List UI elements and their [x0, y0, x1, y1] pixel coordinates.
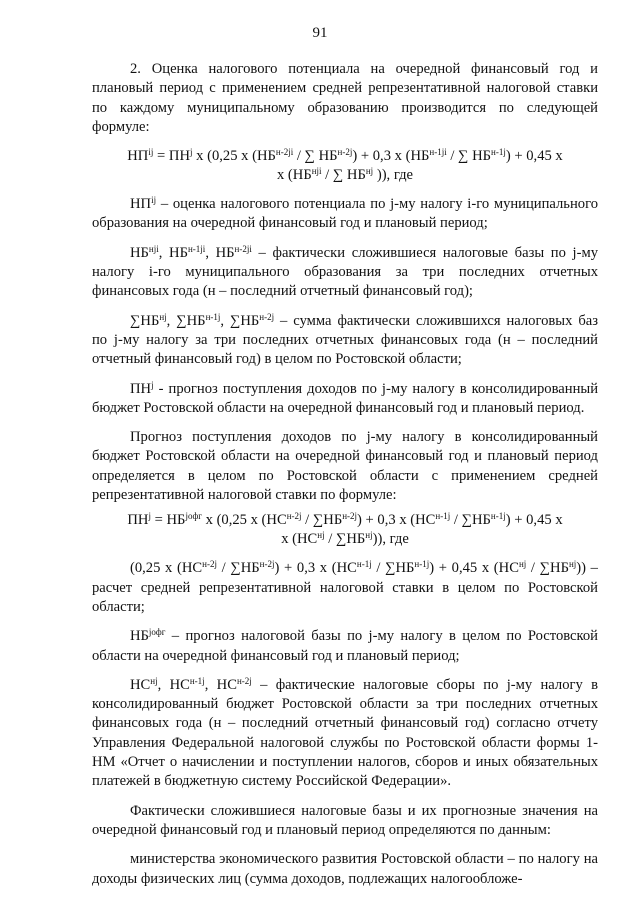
definition-nbofg: $НБ^{jофг}$ – прогноз налоговой базы по j-му налогу в целом по Ростовской области на очередной финансовый год и плановый период; [92, 627, 598, 664]
formula-tax-potential [92, 147, 598, 185]
paragraph-ministry: министерства экономического развития Ростовской области – по налогу на доходы физических лиц (сумма доходов, подлежащих налогообложе- [92, 851, 598, 887]
formula-forecast-line-1: $ПН^j = НБ^{jофг}$ х (0,25 х $(НС^{н-2j} / \sum НБ^{н-2j}) + 0,3$ х $(НС^{н-1j} / \sum НБ^{н-1j}) + 0,45$ х [127, 511, 563, 529]
formula-forecast-line-2: х $(НС^{нj} / \sum НБ^{нj})$), где [281, 530, 409, 548]
formula-forecast [92, 511, 598, 549]
paragraph-data-sources: Фактически сложившиеся налоговые базы и их прогнозные значения на очередной финансовый год и плановый период определяются по данным: [92, 802, 598, 838]
definition-pn: $ПН^j$ - прогноз поступления доходов по j-му налогу в консолидированный бюджет Ростовской области на очередной финансовый год и плановый период. [92, 379, 598, 416]
definition-np: $НП^{ij}$ – оценка налогового потенциала по j-му налогу i-го муниципального образования на очередной финансовый год и плановый период; [92, 195, 598, 232]
formula-line-1: $НП^{ij} = ПН^j$ х (0,25 х ($НБ^{н-2ji}$ / ∑ $НБ^{н-2j}) + 0,3$ х ($НБ^{н-1ji}$ / ∑ $НБ^{н-1j}) + 0,45$ х [127, 147, 563, 165]
document-body [92, 60, 598, 899]
formula-line-2: х ($НБ^{нji}$ / ∑ $НБ^{нj}$ )), где [276, 166, 414, 184]
page-number: 91 [312, 25, 328, 41]
definition-nb: $НБ^{нji}$, $НБ^{н-1ji}$, $НБ^{н-2ji}$ – фактически сложившиеся налоговые базы по j-му налогу i-го муниципального образования за три последних отчетных финансовых года (н – последний отчетный финансовый год); [92, 243, 599, 300]
paragraph-intro: 2. Оценка налогового потенциала на очередной финансовый год и плановый период с применением средней репрезентативной налоговой ставки по каждому муниципальному образованию производится по следующей формуле: [92, 61, 598, 135]
definition-sum-nb: $\sum НБ^{нj}$, $\sum НБ^{н-1j}$, $\sum НБ^{н-2j}$ – сумма фактически сложившихся налоговых баз по j-му налогу за три последних отчетных финансовых года (н – последний отчетный финансовый год) в целом по Ростовской области; [92, 311, 598, 368]
paragraph-forecast: Прогноз поступления доходов по j-му налогу в консолидированный бюджет Ростовской области на очередной финансовый год и плановый период определяется в целом по Ростовской области с применением средней репрезентативной налоговой ставки по формуле: [92, 429, 598, 504]
definition-ns: $НС^{нj}$, $НС^{н-1j}$, $НС^{н-2j}$ – фактические налоговые сборы по j-му налогу в консолидированный бюджет Ростовской области за три последних отчетных финансовых года (н – последний отчетный финансовый год) согласно отчету Управления Федеральной налоговой службы по Ростовской области формы 1-НМ «Отчет о начислении и поступлении налогов, сборов и иных обязательных платежей в бюджетную систему Российской Федерации». [92, 675, 598, 790]
definition-rate: (0,25 х $(НС^{н-2j} / \sum НБ^{н-2j}) + 0,3$ х $(НС^{н-1j} / \sum НБ^{н-1j}) + 0,45$ х $(НС^{нj} / \sum НБ^{нj})$) – расчет средней репрезентативной налоговой ставки в целом по Ростовской области; [92, 559, 598, 615]
